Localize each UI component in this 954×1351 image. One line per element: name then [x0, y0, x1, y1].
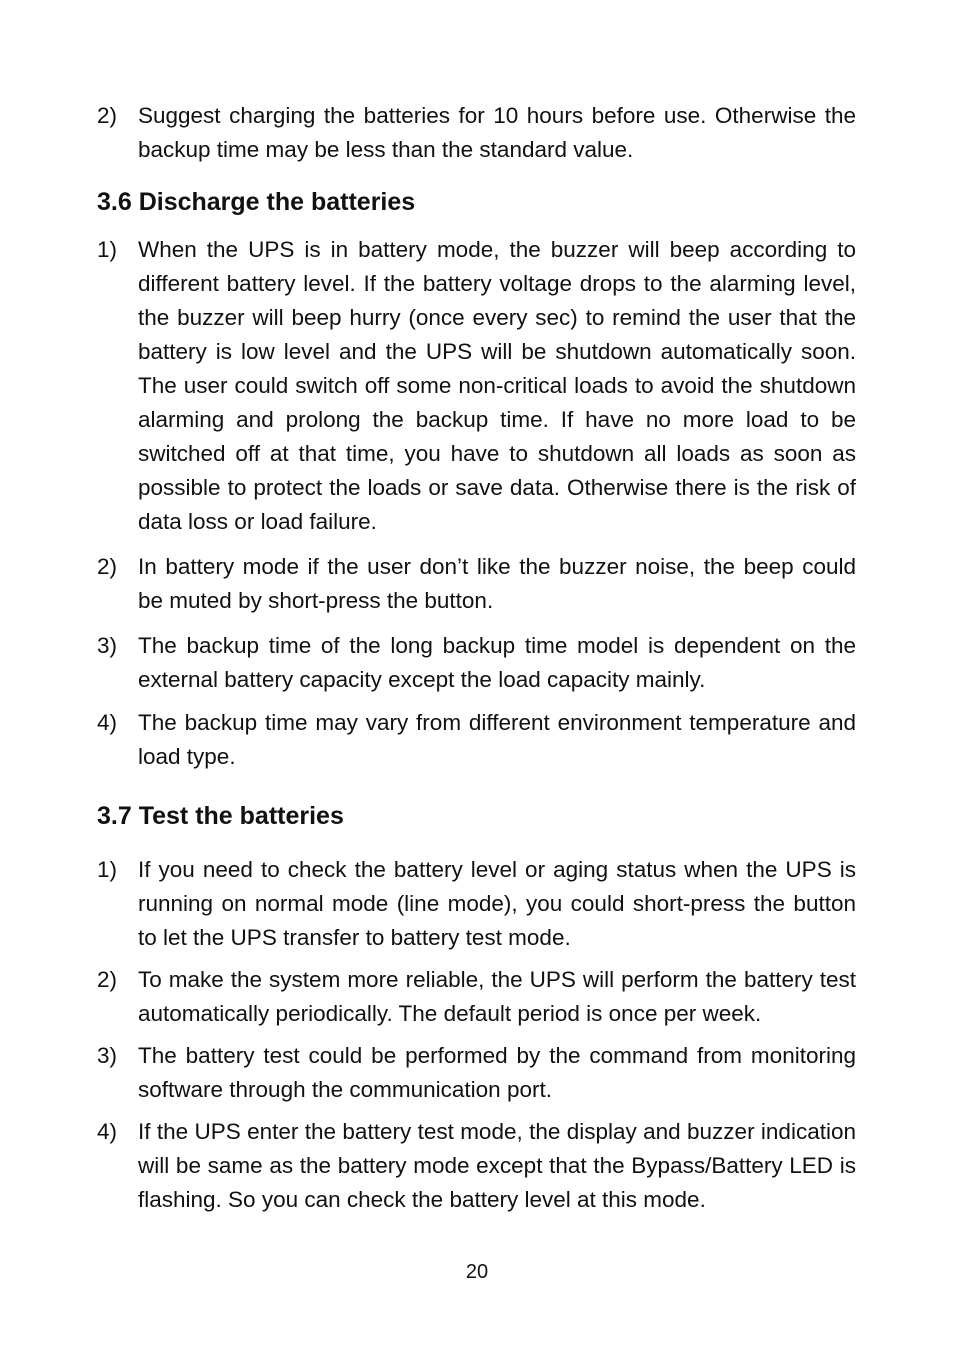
- list-item: [97, 706, 856, 774]
- list-item: [97, 629, 856, 697]
- list-item-number: 3): [97, 1043, 118, 1068]
- list-item: [97, 963, 856, 1031]
- list-item-number: 4): [97, 710, 118, 735]
- list-item-text: To make the system more reliable, the UPS will perform the battery test automatically periodically. The default period is once per week.: [138, 967, 856, 1026]
- list-item: [97, 99, 856, 167]
- list-item-text: In battery mode if the user don’t like the buzzer noise, the beep could be muted by short-press the button.: [138, 554, 856, 613]
- list-item-text: The battery test could be performed by the command from monitoring software through the communication port.: [138, 1043, 856, 1102]
- list-item-number: 2): [97, 967, 118, 992]
- list-item-text: If you need to check the battery level or aging status when the UPS is running on normal mode (line mode), you could short-press the button to let the UPS transfer to battery test mode.: [138, 857, 856, 950]
- list-item-number: 1): [97, 857, 118, 882]
- list-item: [97, 550, 856, 618]
- section-heading-3-7: 3.7 Test the batteries: [97, 802, 344, 830]
- list-item-text: The backup time may vary from different environment temperature and load type.: [138, 710, 856, 769]
- section-heading-3-6: 3.6 Discharge the batteries: [97, 188, 416, 216]
- list-item-text: If the UPS enter the battery test mode, the display and buzzer indication will be same as the battery mode except that the Bypass/Battery LED is flashing. So you can check the battery level at this mode.: [138, 1119, 856, 1212]
- list-item-number: 2): [97, 103, 118, 128]
- list-item-number: 3): [97, 633, 118, 658]
- list-item-number: 4): [97, 1119, 118, 1144]
- page-number: 20: [465, 1261, 489, 1283]
- list-item-number: 2): [97, 554, 118, 579]
- list-item-text: When the UPS is in battery mode, the buzzer will beep according to different battery level. If the battery voltage drops to the alarming level, the buzzer will beep hurry (once every sec) to remind the user that the battery is low level and the UPS will be shutdown automatically soon. The user could switch off some non-critical loads to avoid the shutdown alarming and prolong the backup time. If have no more load to be switched off at that time, you have to shutdown all loads as soon as possible to protect the loads or save data. Otherwise there is the risk of data loss or load failure.: [138, 237, 856, 534]
- list-item-text: Suggest charging the batteries for 10 hours before use. Otherwise the backup time may be less than the standard value.: [138, 103, 856, 162]
- list-item: [97, 1039, 856, 1107]
- list-item-number: 1): [97, 237, 118, 262]
- list-item: [97, 233, 856, 539]
- list-item: [97, 853, 856, 955]
- list-item: [97, 1115, 856, 1217]
- list-item-text: The backup time of the long backup time model is dependent on the external battery capacity except the load capacity mainly.: [138, 633, 856, 692]
